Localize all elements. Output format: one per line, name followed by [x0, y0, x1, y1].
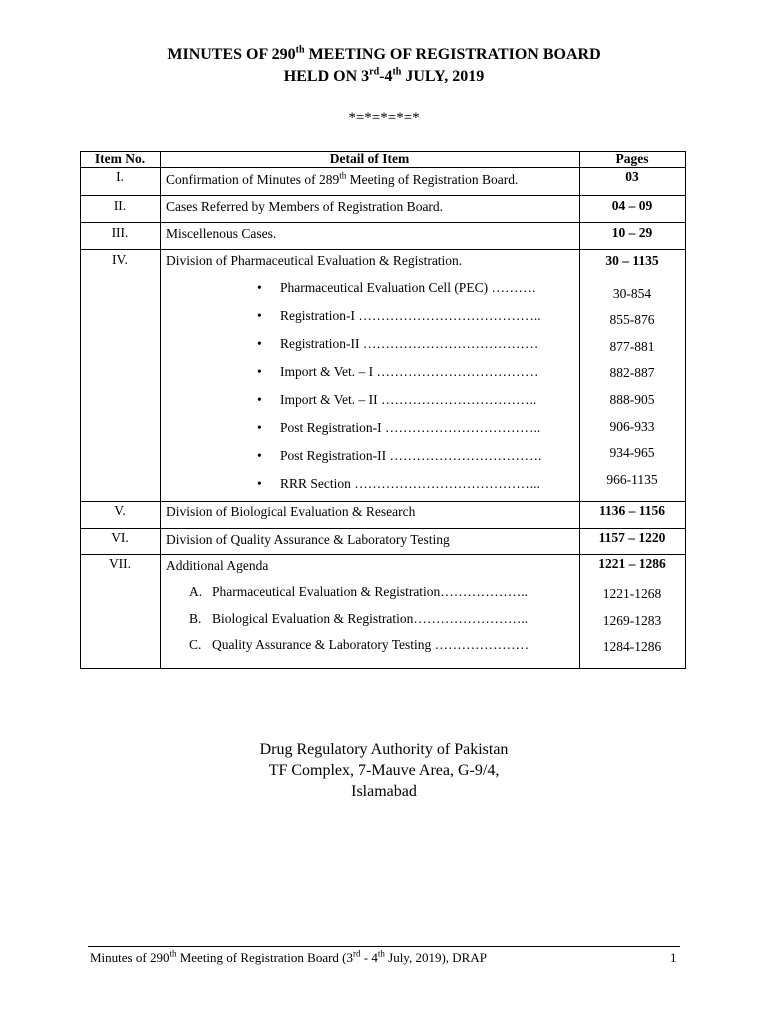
- item-number: VII.: [108, 556, 132, 571]
- table-row-divider: [80, 554, 686, 555]
- item-detail: Division of Quality Assurance & Laboratory Testing: [166, 532, 450, 547]
- table-border-bottom: [80, 668, 686, 669]
- item-pages: 03: [625, 169, 639, 184]
- title-separator: *=*=*=*=*: [348, 110, 420, 126]
- footer-rule: [88, 946, 680, 947]
- item-number: VI.: [111, 530, 129, 545]
- page-number: 1: [670, 950, 677, 965]
- address-line-3: Islamabad: [351, 783, 417, 800]
- item-pages: 1136 – 1156: [598, 503, 665, 518]
- sub-item-label: • Post Registration-I ……………………………..: [280, 420, 540, 436]
- address-line-1: Drug Regulatory Authority of Pakistan: [259, 741, 509, 758]
- item-detail: Confirmation of Minutes of 289th Meeting of Registration Board.: [166, 170, 519, 187]
- sub-item-pages: 888-905: [609, 392, 655, 407]
- item-pages: 30 – 1135: [605, 253, 659, 268]
- sub-item-label: • Import & Vet. – I ………………………………: [280, 364, 539, 380]
- sub-item-pages: 1221-1268: [602, 586, 662, 601]
- sub-item-label: • Pharmaceutical Evaluation Cell (PEC) ……….: [280, 280, 535, 296]
- item-pages: 04 – 09: [611, 198, 653, 213]
- sub-item-pages: 966-1135: [606, 472, 658, 487]
- sub-item-letter: B.: [189, 611, 202, 626]
- table-row-divider: [80, 249, 686, 250]
- item-number: III.: [111, 225, 129, 240]
- sub-item-label: • RRR Section …………………………………...: [280, 476, 540, 492]
- table-row-divider: [80, 501, 686, 502]
- sub-item-label: Pharmaceutical Evaluation & Registration………………..: [212, 584, 529, 599]
- sub-item-pages: 1284-1286: [602, 639, 662, 654]
- sub-item-pages: 934-965: [609, 445, 655, 460]
- item-number: I.: [116, 169, 124, 184]
- sub-item-label: • Registration-I …………………………………..: [280, 308, 541, 324]
- address-line-2: TF Complex, 7-Mauve Area, G-9/4,: [268, 762, 500, 779]
- sub-item-pages: 882-887: [609, 365, 655, 380]
- table-row-divider: [80, 222, 686, 223]
- item-detail: Division of Pharmaceutical Evaluation & Registration.: [166, 253, 463, 268]
- header-detail: Detail of Item: [329, 151, 410, 166]
- item-detail: Additional Agenda: [166, 558, 269, 573]
- table-col-divider-1: [160, 151, 161, 669]
- sub-item-label: • Registration-II …………………………………: [280, 336, 538, 352]
- document-title-line-2: HELD ON 3rd-4th JULY, 2019: [283, 66, 485, 85]
- item-number: V.: [114, 503, 126, 518]
- item-pages: 10 – 29: [611, 225, 653, 240]
- item-number: II.: [113, 198, 127, 213]
- sub-item-label: Biological Evaluation & Registration……………………..: [212, 611, 529, 626]
- table-row-divider: [80, 167, 686, 168]
- contents-table: [80, 151, 686, 669]
- sub-item-label: Quality Assurance & Laboratory Testing …………………: [212, 637, 530, 652]
- item-number: IV.: [112, 252, 128, 267]
- sub-item-pages: 877-881: [609, 339, 655, 354]
- item-detail: Miscellenous Cases.: [166, 226, 277, 241]
- sub-item-label: • Post Registration-II …………………………….: [280, 448, 541, 464]
- item-detail: Division of Biological Evaluation & Research: [166, 504, 416, 519]
- sub-item-pages: 30-854: [612, 286, 652, 301]
- item-pages: 1157 – 1220: [598, 530, 666, 545]
- table-row-divider: [80, 195, 686, 196]
- sub-item-letter: A.: [189, 584, 203, 599]
- sub-item-letter: C.: [189, 637, 202, 652]
- sub-item-label: • Import & Vet. – II ……………………………..: [280, 392, 536, 408]
- table-border-right: [685, 151, 686, 669]
- table-row-divider: [80, 528, 686, 529]
- header-item-no: Item No.: [94, 151, 146, 166]
- document-title-line-1: MINUTES OF 290th MEETING OF REGISTRATION BOARD: [167, 44, 601, 63]
- footer-text: Minutes of 290th Meeting of Registration Board (3rd - 4th July, 2019), DRAP: [90, 948, 487, 965]
- header-pages: Pages: [615, 151, 649, 166]
- sub-item-pages: 1269-1283: [602, 613, 662, 628]
- sub-item-pages: 855-876: [609, 312, 655, 327]
- sub-item-pages: 906-933: [609, 419, 655, 434]
- item-pages: 1221 – 1286: [598, 556, 666, 571]
- item-detail: Cases Referred by Members of Registration Board.: [166, 199, 444, 214]
